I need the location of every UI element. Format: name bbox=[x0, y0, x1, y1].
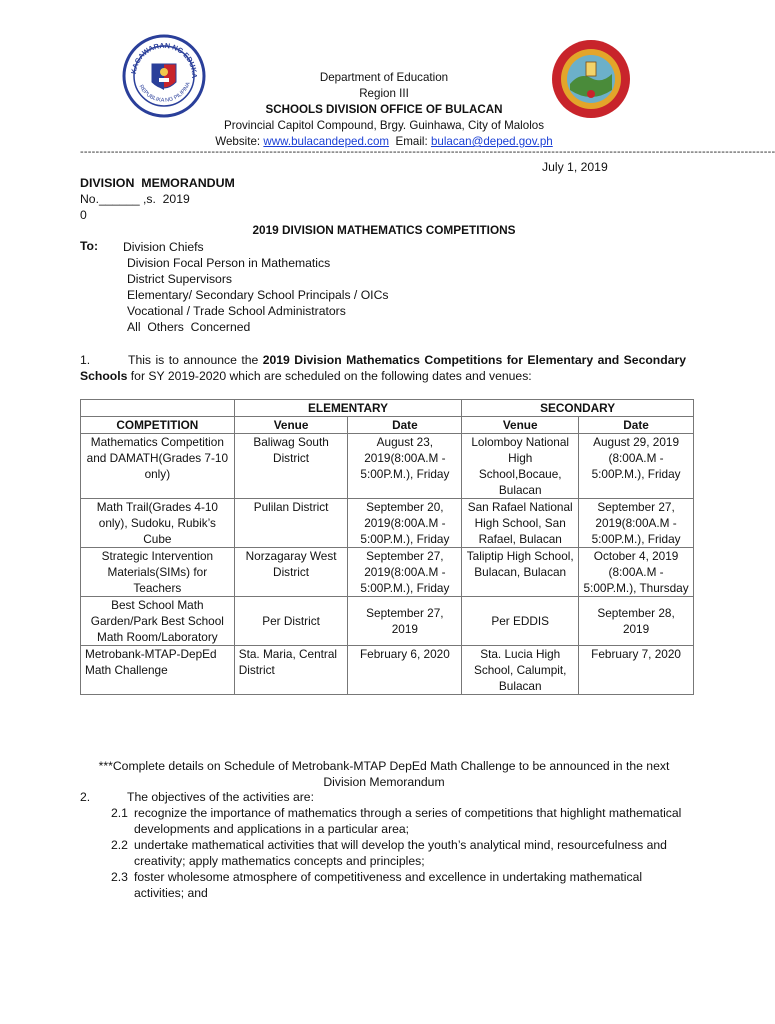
office-name: SCHOOLS DIVISION OFFICE OF BULACAN bbox=[265, 103, 503, 116]
sec-venue-cell: Lolomboy National High School,Bocaue, Bulacan bbox=[462, 434, 579, 499]
sec-venue-cell: Per EDDIS bbox=[462, 597, 579, 646]
sec-date-header: Date bbox=[579, 417, 694, 434]
competition-cell: Best School Math Garden/Park Best School Math Room/Laboratory bbox=[81, 597, 235, 646]
memo-type: DIVISION MEMORANDUM bbox=[80, 176, 235, 190]
region: Region III bbox=[359, 87, 409, 100]
letterhead bbox=[0, 70, 768, 150]
objective-number: 2.2 bbox=[111, 838, 128, 852]
table-row bbox=[81, 646, 694, 695]
recipient-item: All Others Concerned bbox=[127, 320, 251, 334]
website-label: Website: bbox=[215, 135, 264, 148]
sec-venue-cell: Sta. Lucia High School, Calumpit, Bulacan bbox=[462, 646, 579, 695]
elem-date-header: Date bbox=[348, 417, 462, 434]
objective-text: foster wholesome atmosphere of competitiveness and excellence in undertaking mathematical activities; and bbox=[134, 870, 643, 900]
elem-date-cell: September 27, 2019 bbox=[348, 597, 462, 646]
recipient-item: District Supervisors bbox=[127, 272, 232, 286]
memo-title: 2019 DIVISION MATHEMATICS COMPETITIONS bbox=[252, 223, 516, 237]
objective-number: 2.1 bbox=[111, 806, 128, 820]
objectives-intro: The objectives of the activities are: bbox=[127, 790, 314, 804]
elem-venue-cell: Sta. Maria, Central District bbox=[234, 646, 348, 695]
paragraph-1-pre: This is to announce the bbox=[128, 353, 263, 367]
objective-item bbox=[111, 805, 691, 837]
objective-item bbox=[111, 837, 691, 869]
competition-header: COMPETITION bbox=[81, 417, 235, 434]
table-row bbox=[81, 597, 694, 646]
group-header-row bbox=[81, 400, 694, 417]
sec-date-cell: October 4, 2019 (8:00A.M - 5:00P.M.), Thursday bbox=[579, 548, 694, 597]
competition-cell: Math Trail(Grades 4-10 only), Sudoku, Rubik’s Cube bbox=[81, 499, 235, 548]
objectives-list bbox=[111, 805, 691, 901]
recipient-item: Elementary/ Secondary School Principals / OICs bbox=[127, 288, 389, 302]
recipient-item: Division Chiefs bbox=[123, 240, 204, 254]
objectives-intro-line bbox=[80, 789, 314, 805]
table-row bbox=[81, 499, 694, 548]
competition-cell: Metrobank-MTAP-DepEd Math Challenge bbox=[81, 646, 235, 695]
empty-header-cell bbox=[81, 400, 235, 417]
sec-date-cell: September 28, 2019 bbox=[579, 597, 694, 646]
paragraph-1-bold: 2019 Division Mathematics Competitions for Elementary and Secondary Schools bbox=[80, 353, 686, 383]
svg-text:KAGAWARAN NG EDUKASYON: KAGAWARAN NG EDUKA bbox=[129, 40, 200, 79]
paragraph-1-post: for SY 2019-2020 which are scheduled on the following dates and venues: bbox=[127, 369, 532, 383]
elem-date-cell: September 27, 2019(8:00A.M - 5:00P.M.), Friday bbox=[348, 548, 462, 597]
paragraph-1 bbox=[80, 352, 686, 384]
recipient-item: Division Focal Person in Mathematics bbox=[127, 256, 331, 270]
table-row bbox=[81, 434, 694, 499]
elem-venue-cell: Baliwag South District bbox=[234, 434, 348, 499]
elem-date-cell: September 20, 2019(8:00A.M - 5:00P.M.), Friday bbox=[348, 499, 462, 548]
objective-text: undertake mathematical activities that will develop the youth’s analytical mind, resourcefulness and creativity; apply mathematics concepts and principles; bbox=[134, 838, 667, 868]
memo-date: July 1, 2019 bbox=[542, 160, 608, 174]
email-link[interactable]: bulacan@deped.gov.ph bbox=[430, 135, 553, 148]
sec-venue-header: Venue bbox=[462, 417, 579, 434]
schedule-table bbox=[80, 399, 694, 695]
header-divider: ------------------------------------------------------------------------------------------------------------------------------------------------------------------------------------ bbox=[80, 146, 775, 158]
paragraph-1-number: 1. bbox=[80, 353, 91, 367]
svg-text:REPUBLIKA NG PILIPINAS: REPUBLIKA NG PILIPINA bbox=[137, 81, 192, 104]
dept-name: Department of Education bbox=[319, 71, 449, 84]
objectives-number: 2. bbox=[80, 790, 91, 804]
memo-number-suffix: 0 bbox=[80, 208, 87, 222]
objective-text: recognize the importance of mathematics through a series of competitions that highlight mathematical developments and applications in a particular area; bbox=[134, 806, 682, 836]
competition-cell: Mathematics Competition and DAMATH(Grades 7-10 only) bbox=[81, 434, 235, 499]
to-label: To: bbox=[80, 239, 99, 253]
office-address: Provincial Capitol Compound, Brgy. Guinhawa, City of Malolos bbox=[223, 119, 545, 132]
elem-date-cell: February 6, 2020 bbox=[348, 646, 462, 695]
memo-number: No.______ ,s. 2019 bbox=[80, 192, 190, 206]
sec-date-cell: September 27, 2019(8:00A.M - 5:00P.M.), Friday bbox=[579, 499, 694, 548]
objective-number: 2.3 bbox=[111, 870, 128, 884]
elem-venue-cell: Per District bbox=[234, 597, 348, 646]
elementary-header: ELEMENTARY bbox=[234, 400, 462, 417]
recipient-list bbox=[123, 239, 388, 335]
website-link[interactable]: www.bulacandeped.com bbox=[263, 135, 390, 148]
column-header-row bbox=[81, 417, 694, 434]
table-note: ***Complete details on Schedule of Metrobank-MTAP DepEd Math Challenge to be announced in the next Division Memorandum bbox=[98, 759, 670, 789]
elem-venue-cell: Pulilan District bbox=[234, 499, 348, 548]
elem-venue-header: Venue bbox=[234, 417, 348, 434]
sec-date-cell: August 29, 2019 (8:00A.M - 5:00P.M.), Friday bbox=[579, 434, 694, 499]
elem-venue-cell: Norzagaray West District bbox=[234, 548, 348, 597]
sec-date-cell: February 7, 2020 bbox=[579, 646, 694, 695]
sec-venue-cell: Taliptip High School, Bulacan, Bulacan bbox=[462, 548, 579, 597]
email-label: Email: bbox=[395, 135, 431, 148]
table-row bbox=[81, 548, 694, 597]
objective-item bbox=[111, 869, 691, 901]
recipient-item: Vocational / Trade School Administrators bbox=[127, 304, 346, 318]
sec-venue-cell: San Rafael National High School, San Rafael, Bulacan bbox=[462, 499, 579, 548]
competition-cell: Strategic Intervention Materials(SIMs) for Teachers bbox=[81, 548, 235, 597]
elem-date-cell: August 23, 2019(8:00A.M - 5:00P.M.), Friday bbox=[348, 434, 462, 499]
secondary-header: SECONDARY bbox=[462, 400, 694, 417]
